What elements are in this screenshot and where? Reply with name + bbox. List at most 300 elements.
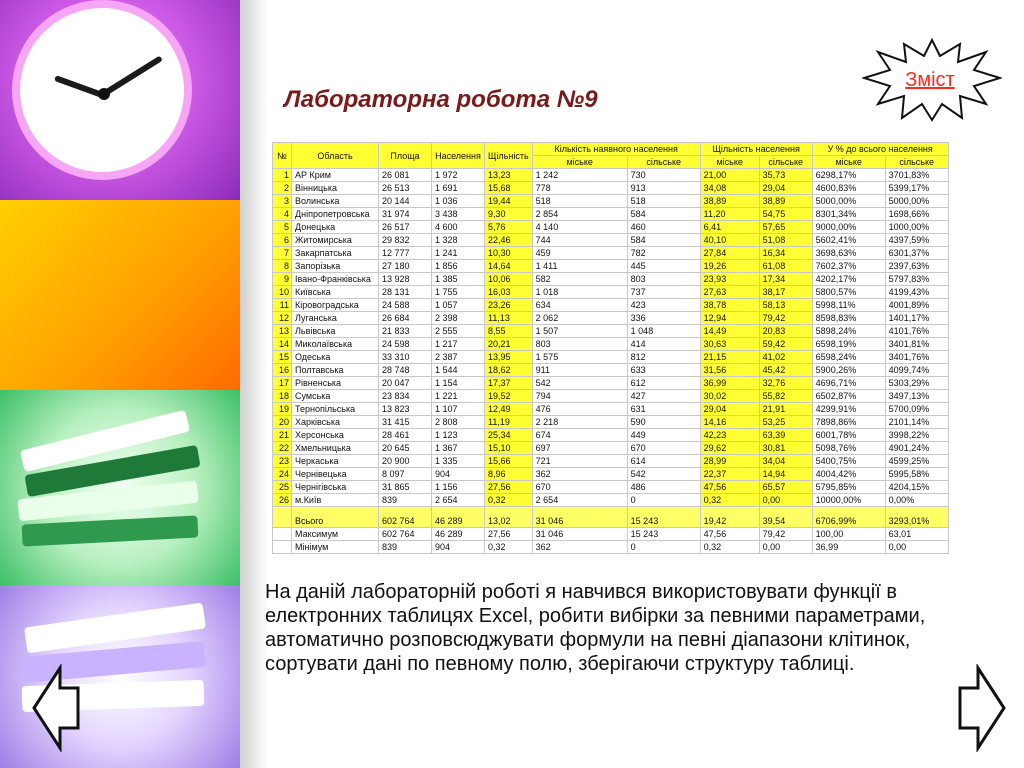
table-cell: 21,00 bbox=[700, 169, 759, 182]
table-cell: 4202,17% bbox=[812, 273, 885, 286]
table-cell: 459 bbox=[532, 247, 627, 260]
table-cell: 782 bbox=[627, 247, 700, 260]
table-cell: 63,01 bbox=[885, 528, 948, 541]
table-cell: 1698,66% bbox=[885, 208, 948, 221]
table-cell: 1 575 bbox=[532, 351, 627, 364]
table-cell: 476 bbox=[532, 403, 627, 416]
table-cell: 5 bbox=[273, 221, 292, 234]
table-cell: 14,49 bbox=[700, 325, 759, 338]
region-cell: Миколаївська bbox=[292, 338, 379, 351]
table-cell: 486 bbox=[627, 481, 700, 494]
table-cell: 3 bbox=[273, 195, 292, 208]
table-cell: 13 928 bbox=[379, 273, 432, 286]
table-cell: 913 bbox=[627, 182, 700, 195]
table-cell: 27,56 bbox=[485, 481, 533, 494]
table-cell: 8598,83% bbox=[812, 312, 885, 325]
table-cell: 1 507 bbox=[532, 325, 627, 338]
table-cell: 28 131 bbox=[379, 286, 432, 299]
table-row bbox=[273, 273, 949, 286]
table-cell: 21 833 bbox=[379, 325, 432, 338]
table-cell: 29 832 bbox=[379, 234, 432, 247]
table-cell: 13,02 bbox=[485, 507, 533, 528]
table-cell: 1 221 bbox=[432, 390, 485, 403]
summary-label: Максимум bbox=[292, 528, 379, 541]
table-cell: 16,34 bbox=[759, 247, 812, 260]
table-cell: 12 777 bbox=[379, 247, 432, 260]
table-cell: 423 bbox=[627, 299, 700, 312]
table-cell: 542 bbox=[627, 468, 700, 481]
table-cell: 29,04 bbox=[759, 182, 812, 195]
contents-link-label[interactable]: Зміст bbox=[905, 68, 955, 91]
col-header-population: Населення bbox=[432, 143, 485, 169]
table-cell: 46 289 bbox=[432, 507, 485, 528]
table-cell: 54,75 bbox=[759, 208, 812, 221]
table-cell: 670 bbox=[532, 481, 627, 494]
table-cell: 9,30 bbox=[485, 208, 533, 221]
table-cell: 4696,71% bbox=[812, 377, 885, 390]
table-cell: 6,41 bbox=[700, 221, 759, 234]
table-cell: 362 bbox=[532, 541, 627, 554]
table-cell: 2 387 bbox=[432, 351, 485, 364]
table-row bbox=[273, 364, 949, 377]
wall-clock-image bbox=[12, 0, 192, 180]
table-cell: 38,89 bbox=[759, 195, 812, 208]
table-cell: 4599,25% bbox=[885, 455, 948, 468]
table-cell: 7 bbox=[273, 247, 292, 260]
table-cell: 1 755 bbox=[432, 286, 485, 299]
region-cell: Донецька bbox=[292, 221, 379, 234]
table-row bbox=[273, 351, 949, 364]
table-cell: 27,63 bbox=[700, 286, 759, 299]
table-row bbox=[273, 429, 949, 442]
table-cell: 31 415 bbox=[379, 416, 432, 429]
table-cell: 1 385 bbox=[432, 273, 485, 286]
table-cell: 4004,42% bbox=[812, 468, 885, 481]
table-cell: 14 bbox=[273, 338, 292, 351]
table-row bbox=[273, 286, 949, 299]
table-cell: 5000,00% bbox=[812, 195, 885, 208]
region-cell: Луганська bbox=[292, 312, 379, 325]
table-cell: 19 bbox=[273, 403, 292, 416]
table-cell: 4099,74% bbox=[885, 364, 948, 377]
region-cell: Кіровоградська bbox=[292, 299, 379, 312]
table-cell: 744 bbox=[532, 234, 627, 247]
table-cell: 445 bbox=[627, 260, 700, 273]
table-cell: 0,00 bbox=[759, 541, 812, 554]
table-cell: 31 046 bbox=[532, 507, 627, 528]
table-cell: 5098,76% bbox=[812, 442, 885, 455]
table-cell: 22 bbox=[273, 442, 292, 455]
col-header-density: Щільність bbox=[485, 143, 533, 169]
table-cell: 8,55 bbox=[485, 325, 533, 338]
table-cell: 20,83 bbox=[759, 325, 812, 338]
table-cell: 1 154 bbox=[432, 377, 485, 390]
table-cell: 63,39 bbox=[759, 429, 812, 442]
table-cell: 13 bbox=[273, 325, 292, 338]
table-row bbox=[273, 416, 949, 429]
table-cell: 5303,29% bbox=[885, 377, 948, 390]
table-cell: 4901,24% bbox=[885, 442, 948, 455]
table-cell: 100,00 bbox=[812, 528, 885, 541]
table-row bbox=[273, 208, 949, 221]
table-cell: 9000,00% bbox=[812, 221, 885, 234]
table-cell: 19,44 bbox=[485, 195, 533, 208]
table-cell: 57,65 bbox=[759, 221, 812, 234]
table-cell: 59,42 bbox=[759, 338, 812, 351]
table-cell: 47,56 bbox=[700, 528, 759, 541]
table-cell: 20 645 bbox=[379, 442, 432, 455]
table-cell: 362 bbox=[532, 468, 627, 481]
table-cell: 30,81 bbox=[759, 442, 812, 455]
table-cell: 18 bbox=[273, 390, 292, 403]
table-cell: 518 bbox=[532, 195, 627, 208]
region-cell: Черкаська bbox=[292, 455, 379, 468]
table-cell: 30,02 bbox=[700, 390, 759, 403]
table-cell: 1 156 bbox=[432, 481, 485, 494]
table-cell: 23 bbox=[273, 455, 292, 468]
table-cell: 27 180 bbox=[379, 260, 432, 273]
table-cell: 65,57 bbox=[759, 481, 812, 494]
table-cell: 5795,85% bbox=[812, 481, 885, 494]
table-cell: 778 bbox=[532, 182, 627, 195]
table-cell: 31 046 bbox=[532, 528, 627, 541]
right-arrow-icon[interactable] bbox=[956, 664, 1008, 752]
table-cell: 29,62 bbox=[700, 442, 759, 455]
table-cell: 46 289 bbox=[432, 528, 485, 541]
table-cell: 20 047 bbox=[379, 377, 432, 390]
table-cell: 23,93 bbox=[700, 273, 759, 286]
table-cell: 6301,37% bbox=[885, 247, 948, 260]
table-cell: 20 bbox=[273, 416, 292, 429]
region-cell: Вінницька bbox=[292, 182, 379, 195]
table-cell: 0,32 bbox=[700, 541, 759, 554]
table-cell: 674 bbox=[532, 429, 627, 442]
table-cell: 24 588 bbox=[379, 299, 432, 312]
table-cell: 24 598 bbox=[379, 338, 432, 351]
summary-label: Всього bbox=[292, 507, 379, 528]
table-cell: 839 bbox=[379, 541, 432, 554]
table-row bbox=[273, 338, 949, 351]
table-cell: 3401,81% bbox=[885, 338, 948, 351]
table-cell: 0,00% bbox=[885, 494, 948, 507]
table-cell: 42,23 bbox=[700, 429, 759, 442]
table-cell: 23,26 bbox=[485, 299, 533, 312]
table-cell: 1 217 bbox=[432, 338, 485, 351]
max-row bbox=[273, 528, 949, 541]
table-cell: 518 bbox=[627, 195, 700, 208]
table-cell: 2397,63% bbox=[885, 260, 948, 273]
col-header-rural: сільське bbox=[627, 156, 700, 169]
region-cell: Чернігівська bbox=[292, 481, 379, 494]
table-cell: 33 310 bbox=[379, 351, 432, 364]
col-group-share: У % до всього населення bbox=[812, 143, 948, 156]
table-cell: 737 bbox=[627, 286, 700, 299]
table-cell: 6598,24% bbox=[812, 351, 885, 364]
table-cell: 26 bbox=[273, 494, 292, 507]
col-header-urban-density: міське bbox=[700, 156, 759, 169]
table-cell: 27,84 bbox=[700, 247, 759, 260]
table-cell: 1 241 bbox=[432, 247, 485, 260]
region-cell: м.Київ bbox=[292, 494, 379, 507]
table-cell: 3701,83% bbox=[885, 169, 948, 182]
table-cell: 28 748 bbox=[379, 364, 432, 377]
table-row bbox=[273, 481, 949, 494]
table-cell: 47,56 bbox=[700, 481, 759, 494]
table-row bbox=[273, 403, 949, 416]
table-cell: 20,21 bbox=[485, 338, 533, 351]
table-cell: 30,63 bbox=[700, 338, 759, 351]
region-cell: Львівська bbox=[292, 325, 379, 338]
decorative-collage bbox=[0, 0, 240, 768]
table-cell: 36,99 bbox=[812, 541, 885, 554]
table-cell: 803 bbox=[627, 273, 700, 286]
table-cell: 5400,75% bbox=[812, 455, 885, 468]
table-cell: 18,62 bbox=[485, 364, 533, 377]
table-cell: 584 bbox=[627, 234, 700, 247]
collage-edge bbox=[240, 0, 268, 768]
table-cell: 634 bbox=[532, 299, 627, 312]
table-cell: 1 411 bbox=[532, 260, 627, 273]
table-cell: 1 691 bbox=[432, 182, 485, 195]
table-cell: 14,16 bbox=[700, 416, 759, 429]
table-cell: 10,06 bbox=[485, 273, 533, 286]
table-cell: 15,68 bbox=[485, 182, 533, 195]
table-row bbox=[273, 260, 949, 273]
table-cell: 31 865 bbox=[379, 481, 432, 494]
table-cell: 4199,43% bbox=[885, 286, 948, 299]
table-cell: 32,76 bbox=[759, 377, 812, 390]
table-cell: 39,54 bbox=[759, 507, 812, 528]
table-cell: 1 242 bbox=[532, 169, 627, 182]
table-cell: 0,32 bbox=[485, 494, 533, 507]
table-cell: 612 bbox=[627, 377, 700, 390]
table-cell: 0,32 bbox=[700, 494, 759, 507]
table-row bbox=[273, 494, 949, 507]
table-cell: 19,26 bbox=[700, 260, 759, 273]
table-cell: 5995,58% bbox=[885, 468, 948, 481]
table-cell: 16 bbox=[273, 364, 292, 377]
col-header-no: № bbox=[273, 143, 292, 169]
table-cell: 1 972 bbox=[432, 169, 485, 182]
table-cell: 25,34 bbox=[485, 429, 533, 442]
table-cell: 31,56 bbox=[700, 364, 759, 377]
table-row bbox=[273, 390, 949, 403]
table-cell: 27,56 bbox=[485, 528, 533, 541]
table-cell: 4299,91% bbox=[812, 403, 885, 416]
table-row bbox=[273, 455, 949, 468]
left-arrow-icon[interactable] bbox=[30, 664, 82, 752]
table-cell: 542 bbox=[532, 377, 627, 390]
table-cell: 803 bbox=[532, 338, 627, 351]
summary-label: Мінімум bbox=[292, 541, 379, 554]
table-cell: 34,04 bbox=[759, 455, 812, 468]
table-cell: 14,64 bbox=[485, 260, 533, 273]
table-cell: 6298,17% bbox=[812, 169, 885, 182]
table-cell: 3 438 bbox=[432, 208, 485, 221]
table-cell: 584 bbox=[627, 208, 700, 221]
table-cell: 336 bbox=[627, 312, 700, 325]
table-cell: 1 057 bbox=[432, 299, 485, 312]
table-cell: 53,25 bbox=[759, 416, 812, 429]
table-cell: 414 bbox=[627, 338, 700, 351]
table-cell: 10 bbox=[273, 286, 292, 299]
table-cell: 51,08 bbox=[759, 234, 812, 247]
table-cell: 721 bbox=[532, 455, 627, 468]
table-cell: 22,46 bbox=[485, 234, 533, 247]
table-cell: 25 bbox=[273, 481, 292, 494]
table-cell: 1 018 bbox=[532, 286, 627, 299]
table-cell: 2 398 bbox=[432, 312, 485, 325]
region-cell: Полтавська bbox=[292, 364, 379, 377]
table-cell: 2 218 bbox=[532, 416, 627, 429]
region-cell: Івано-Франківська bbox=[292, 273, 379, 286]
table-cell: 55,82 bbox=[759, 390, 812, 403]
table-cell: 6 bbox=[273, 234, 292, 247]
table-row bbox=[273, 247, 949, 260]
table-cell: 15 243 bbox=[627, 528, 700, 541]
table-cell: 449 bbox=[627, 429, 700, 442]
table-row bbox=[273, 299, 949, 312]
table-cell: 21,91 bbox=[759, 403, 812, 416]
table-cell: 4001,89% bbox=[885, 299, 948, 312]
table-cell: 61,08 bbox=[759, 260, 812, 273]
table-cell bbox=[273, 528, 292, 541]
table-cell: 5700,09% bbox=[885, 403, 948, 416]
table-cell: 8301,34% bbox=[812, 208, 885, 221]
table-cell: 1 367 bbox=[432, 442, 485, 455]
table-cell: 839 bbox=[379, 494, 432, 507]
col-header-area: Площа bbox=[379, 143, 432, 169]
table-cell: 9 bbox=[273, 273, 292, 286]
table-cell: 15 bbox=[273, 351, 292, 364]
table-cell: 6502,87% bbox=[812, 390, 885, 403]
table-header-top bbox=[273, 143, 949, 156]
table-cell: 5000,00% bbox=[885, 195, 948, 208]
table-cell: 5900,26% bbox=[812, 364, 885, 377]
table-cell: 13,95 bbox=[485, 351, 533, 364]
table-cell: 5998,11% bbox=[812, 299, 885, 312]
table-cell: 7898,86% bbox=[812, 416, 885, 429]
table-cell: 1 544 bbox=[432, 364, 485, 377]
table-row bbox=[273, 468, 949, 481]
table-cell: 19,42 bbox=[700, 507, 759, 528]
region-cell: Волинська bbox=[292, 195, 379, 208]
table-cell: 22,37 bbox=[700, 468, 759, 481]
table-cell: 45,42 bbox=[759, 364, 812, 377]
table-cell: 28,99 bbox=[700, 455, 759, 468]
table-cell: 794 bbox=[532, 390, 627, 403]
table-cell: 13,23 bbox=[485, 169, 533, 182]
region-cell: Закарпатська bbox=[292, 247, 379, 260]
table-cell: 58,13 bbox=[759, 299, 812, 312]
table-cell: 15 243 bbox=[627, 507, 700, 528]
table-cell: 15,66 bbox=[485, 455, 533, 468]
table-cell: 38,78 bbox=[700, 299, 759, 312]
table-cell: 6001,78% bbox=[812, 429, 885, 442]
table-cell: 5399,17% bbox=[885, 182, 948, 195]
table-cell: 2 062 bbox=[532, 312, 627, 325]
region-cell: Київська bbox=[292, 286, 379, 299]
table-cell: 460 bbox=[627, 221, 700, 234]
table-cell: 24 bbox=[273, 468, 292, 481]
table-cell: 3293,01% bbox=[885, 507, 948, 528]
table-row bbox=[273, 195, 949, 208]
table-cell: 5898,24% bbox=[812, 325, 885, 338]
table-cell: 911 bbox=[532, 364, 627, 377]
table-cell: 6706,99% bbox=[812, 507, 885, 528]
table-row bbox=[273, 312, 949, 325]
region-cell: Житомирська bbox=[292, 234, 379, 247]
table-cell: 0 bbox=[627, 541, 700, 554]
col-group-pop: Кількість наявного населення bbox=[532, 143, 700, 156]
table-cell: 21 bbox=[273, 429, 292, 442]
table-cell: 4600,83% bbox=[812, 182, 885, 195]
table-cell: 4 600 bbox=[432, 221, 485, 234]
table-cell: 38,89 bbox=[700, 195, 759, 208]
region-cell: Дніпропетровська bbox=[292, 208, 379, 221]
table-cell: 31 974 bbox=[379, 208, 432, 221]
table-cell: 697 bbox=[532, 442, 627, 455]
table-row bbox=[273, 377, 949, 390]
region-cell: Тернопільська bbox=[292, 403, 379, 416]
table-cell bbox=[273, 541, 292, 554]
table-cell: 3497,13% bbox=[885, 390, 948, 403]
table-cell: 5800,57% bbox=[812, 286, 885, 299]
table-cell: 38,17 bbox=[759, 286, 812, 299]
table-cell: 11,20 bbox=[700, 208, 759, 221]
table-cell: 2 654 bbox=[432, 494, 485, 507]
table-cell: 4204,15% bbox=[885, 481, 948, 494]
table-cell: 26 513 bbox=[379, 182, 432, 195]
table-cell: 2 555 bbox=[432, 325, 485, 338]
table-cell: 26 081 bbox=[379, 169, 432, 182]
table-cell: 29,04 bbox=[700, 403, 759, 416]
table-cell: 79,42 bbox=[759, 528, 812, 541]
contents-link[interactable] bbox=[862, 38, 1002, 122]
region-cell: Запорізька bbox=[292, 260, 379, 273]
table-cell: 1 107 bbox=[432, 403, 485, 416]
total-row bbox=[273, 507, 949, 528]
orange-clock-panel bbox=[0, 200, 240, 390]
table-cell: 1401,17% bbox=[885, 312, 948, 325]
min-row bbox=[273, 541, 949, 554]
col-header-urban: міське bbox=[532, 156, 627, 169]
table-cell: 2 854 bbox=[532, 208, 627, 221]
table-cell: 23 834 bbox=[379, 390, 432, 403]
col-group-density: Щільність населення bbox=[700, 143, 812, 156]
table-cell: 633 bbox=[627, 364, 700, 377]
table-cell: 614 bbox=[627, 455, 700, 468]
table-cell: 79,42 bbox=[759, 312, 812, 325]
table-cell: 904 bbox=[432, 468, 485, 481]
table-cell: 3401,76% bbox=[885, 351, 948, 364]
table-cell: 427 bbox=[627, 390, 700, 403]
table-cell: 3998,22% bbox=[885, 429, 948, 442]
table-cell: 590 bbox=[627, 416, 700, 429]
table-row bbox=[273, 442, 949, 455]
table-row bbox=[273, 221, 949, 234]
table-cell: 3698,63% bbox=[812, 247, 885, 260]
table-cell: 35,73 bbox=[759, 169, 812, 182]
table-cell: 0,00 bbox=[885, 541, 948, 554]
table-cell: 2101,14% bbox=[885, 416, 948, 429]
table-cell: 14,94 bbox=[759, 468, 812, 481]
table-cell: 1 856 bbox=[432, 260, 485, 273]
region-cell: АР Крим bbox=[292, 169, 379, 182]
table-cell: 631 bbox=[627, 403, 700, 416]
col-header-rural-density: сільське bbox=[759, 156, 812, 169]
table-cell: 20 900 bbox=[379, 455, 432, 468]
